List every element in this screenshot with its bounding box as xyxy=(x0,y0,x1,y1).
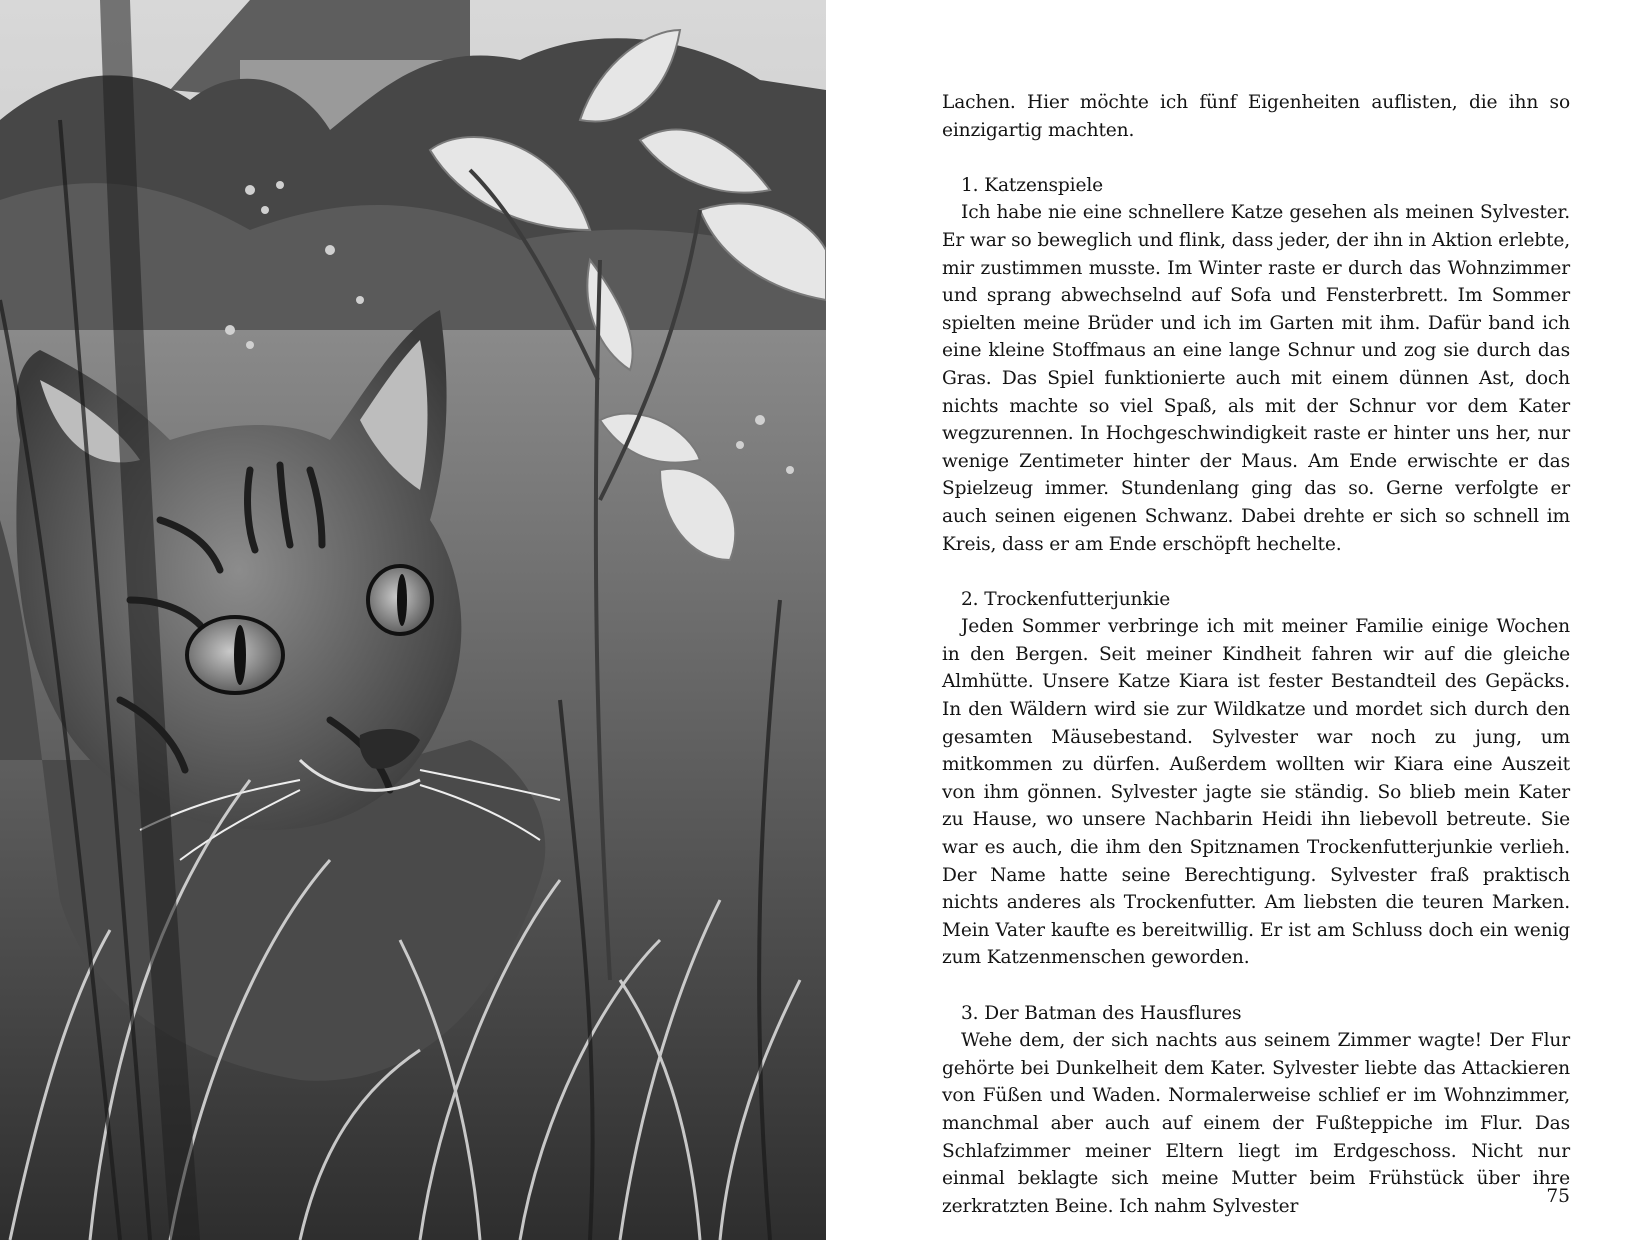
section-body-trockenfutterjunkie: Jeden Sommer verbringe ich mit meiner Familie einige Wochen in den Bergen. Seit meiner Kindheit fahren wir auf die gleiche Almhütte. Unsere Katze Kiara ist fester Bestandteil des Gepäcks. In den Wäldern wird sie zur Wildkatze und mordet sich durch den gesamten Mäusebestand. Sylvester war noch zu jung, um mitkommen zu dürfen. Außerdem wollten wir Kiara eine Auszeit von ihm gönnen. Sylvester jagte sie ständig. So blieb mein Kater zu Hause, wo unsere Nachbarin Heidi ihn liebevoll betreute. Sie war es auch, die ihm den Spitznamen Trockenfutterjunkie verlieh. Der Name hatte seine Berechtigung. Sylvester fraß praktisch nichts anderes als Trockenfutter. Am liebsten die teuren Marken. Mein Vater kaufte es bereitwillig. Er ist am Schluss doch ein wenig zum Katzenmenschen geworden. xyxy=(942,616,1570,969)
section-body-katzenspiele: Ich habe nie eine schnellere Katze gesehen als meinen Sylvester. Er war so beweglich und flink, dass jeder, der ihn in Aktion erlebte, mir zustimmen musste. Im Winter raste er durch das Wohnzimmer und sprang abwechselnd auf Sofa und Fensterbrett. Im Sommer spielten meine Brüder und ich im Garten mit ihm. Dafür band ich eine kleine Stoffmaus an eine lange Schnur und zog sie durch das Gras. Das Spiel funktionierte auch mit einem dünnen Ast, doch nichts machte so viel Spaß, als mit der Schnur vor dem Kater wegzurennen. In Hochgeschwindigkeit raste er hinter uns her, nur wenige Zentimeter hinter der Maus. Am Ende erwischte er das Spielzeug immer. Stundenlang ging das so. Gerne verfolgte er auch seinen eigenen Schwanz. Dabei drehte er sich so schnell im Kreis, dass er am Ende erschöpft hechelte. xyxy=(942,202,1570,555)
section-body-batman: Wehe dem, der sich nachts aus seinem Zimmer wagte! Der Flur gehörte bei Dunkelheit dem Kater. Sylvester liebte das Attackieren von Füßen und Waden. Normalerweise schlief er im Wohnzimmer, manchmal aber auch auf einem der Fußteppiche im Flur. Das Schlafzimmer meiner Eltern liegt im Erdgeschoss. Nicht nur einmal beklagte sich meine Mutter beim Frühstück über ihre zerkratzten Beine. Ich nahm Sylvester xyxy=(942,1030,1570,1217)
section-heading-katzenspiele: 1. Katzenspiele xyxy=(961,174,1103,196)
opening-paragraph: Lachen. Hier möchte ich fünf Eigenheiten auflisten, die ihn so einzigartig machten. xyxy=(942,92,1570,141)
section-heading-batman: 3. Der Batman des Hausflures xyxy=(961,1002,1242,1024)
text-page xyxy=(942,89,1570,1220)
section-heading-trockenfutterjunkie: 2. Trockenfutterjunkie xyxy=(961,588,1171,610)
page-number: 75 xyxy=(1546,1186,1570,1207)
